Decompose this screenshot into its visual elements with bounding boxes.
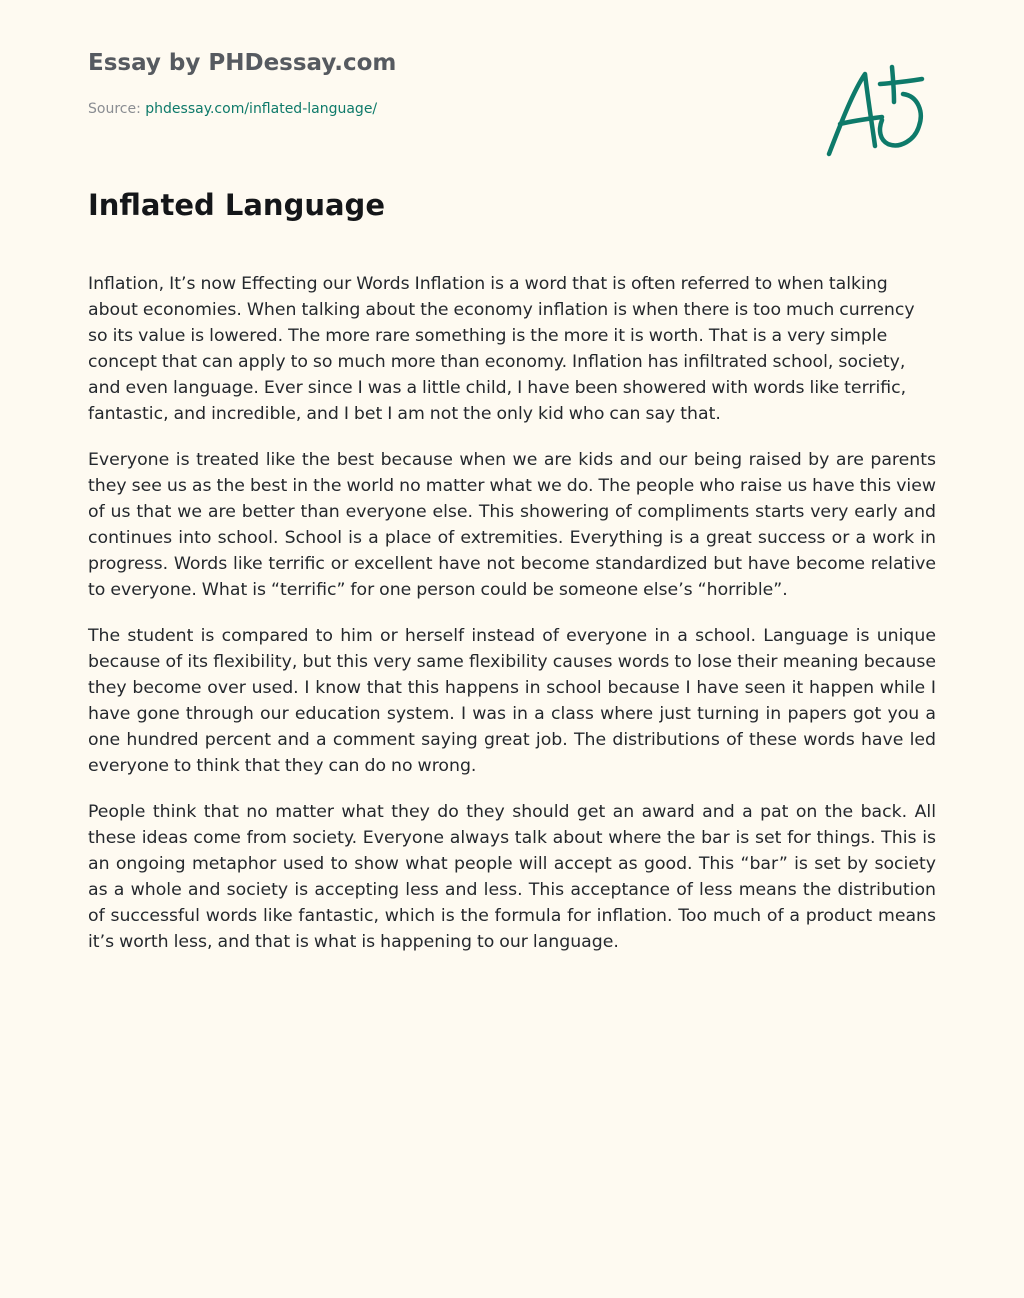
source-line — [88, 101, 377, 117]
source-link[interactable]: phdessay.com/inflated-language/ — [145, 101, 378, 117]
essay-body — [88, 271, 936, 975]
essay-paragraph: The student is compared to him or herself instead of everyone in a school. Language is unique because of its flexibility, but this very same flexibility causes words to lose their meaning because they become over used. I know that this happens in school because I have seen it happen while I have gone through our education system. I was in a class where just turning in papers got you a one hundred percent and a comment saying great job. The distributions of these words have led everyone to think that they can do no wrong. — [88, 626, 936, 776]
a-plus-grade-icon — [820, 62, 930, 162]
essay-paragraph: Inflation, It’s now Effecting our Words Inflation is a word that is often referred to when talking about economies. When talking about the economy inflation is when there is too much currency so its value is lowered. The more rare something is the more it is worth. That is a very simple concept that can apply to so much more than economy. Inflation has infiltrated school, society, and even language. Ever since I was a little child, I have been showered with words like terrific, fantastic, and incredible, and I bet I am not the only kid who can say that. — [88, 274, 915, 424]
essay-paragraph: People think that no matter what they do they should get an award and a pat on the back. All these ideas come from society. Everyone always talk about where the bar is set for things. This is an ongoing metaphor used to show what people will accept as good. This “bar” is set by society as a whole and society is accepting less and less. This acceptance of less means the distribution of successful words like fantastic, which is the formula for inflation. Too much of a product means it’s worth less, and that is what is happening to our language. — [88, 802, 936, 952]
site-brand: Essay by PHDessay.com — [88, 50, 397, 76]
essay-paragraph: Everyone is treated like the best because when we are kids and our being raised by are parents they see us as the best in the world no matter what we do. The people who raise us have this view of us that we are better than everyone else. This showering of compliments starts very early and continues into school. School is a place of extremities. Everything is a great success or a work in progress. Words like terrific or excellent have not become standardized but have become relative to everyone. What is “terrific” for one person could be someone else’s “horrible”. — [88, 450, 936, 600]
source-label: Source: — [88, 101, 146, 117]
page-title: Inflated Language — [88, 188, 385, 222]
